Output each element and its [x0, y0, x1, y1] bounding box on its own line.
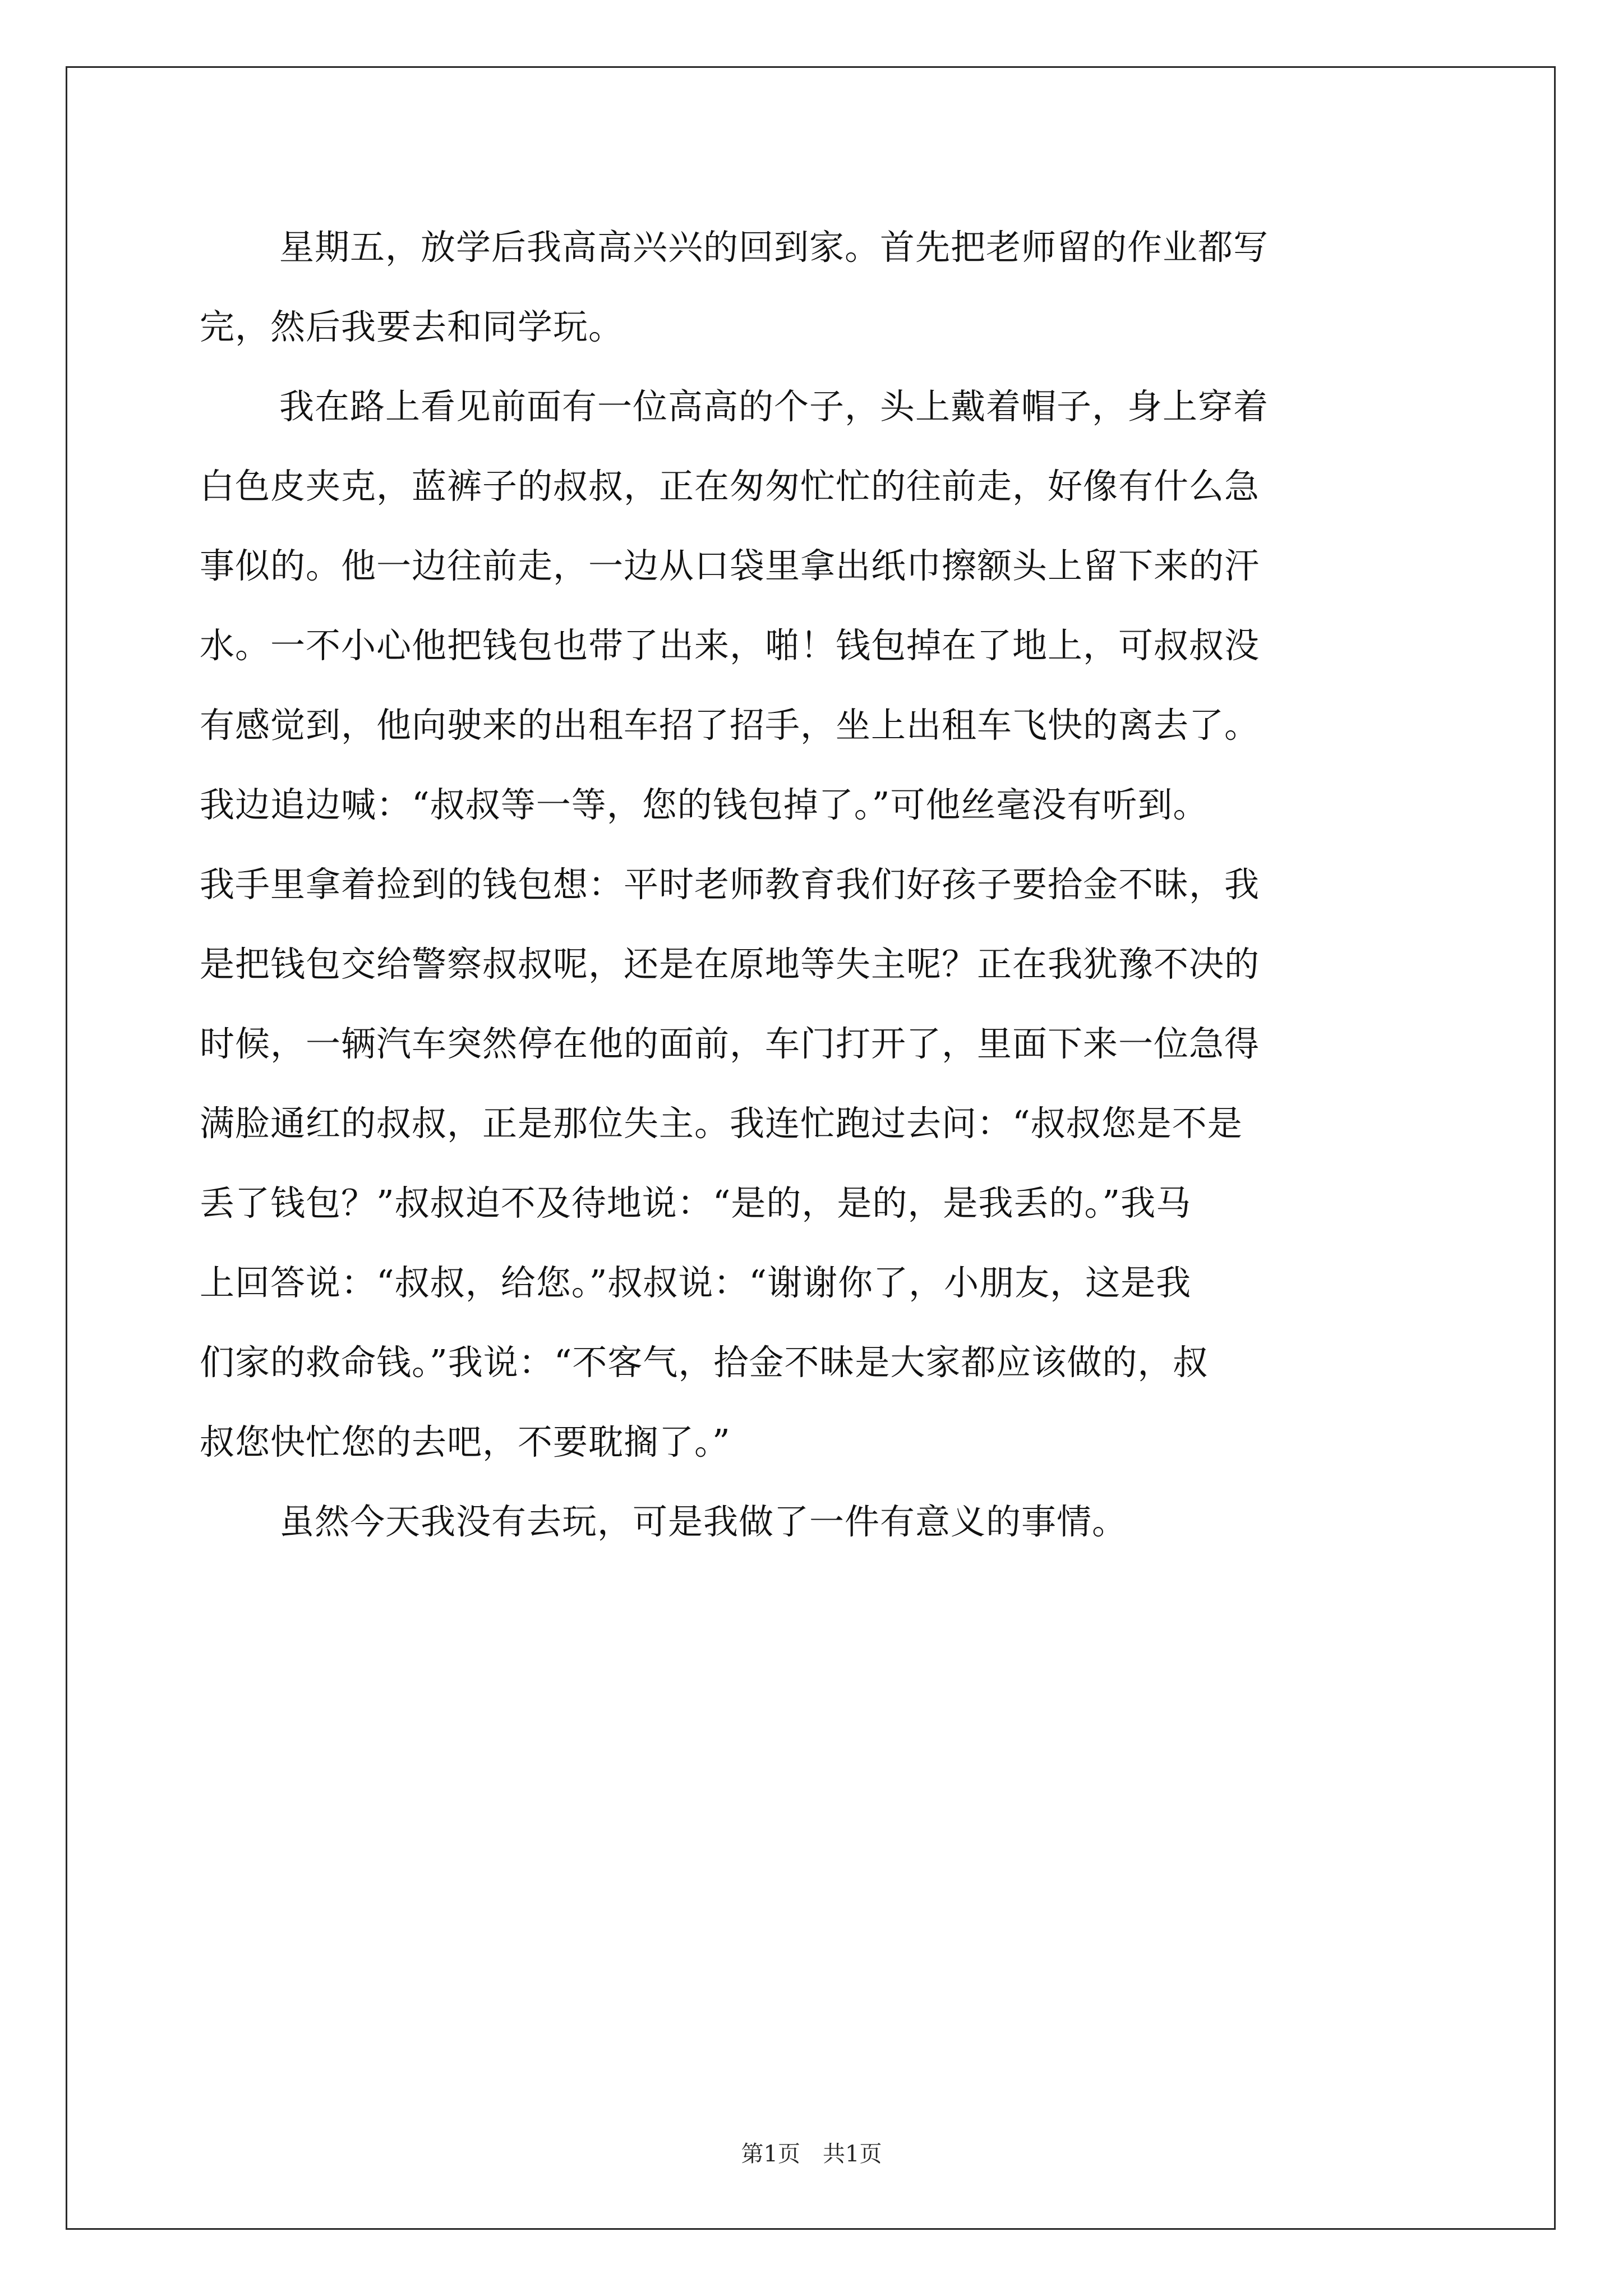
paragraph-2-line-2: 白色皮夹克，蓝裤子的叔叔，正在匆匆忙忙的往前走，好像有什么急: [200, 466, 1260, 507]
paragraph-2-line-4: 水。一不小心他把钱包也带了出来，啪！钱包掉在了地上，可叔叔没: [200, 625, 1260, 666]
paragraph-2-line-6: 我边追边喊：“叔叔等一等，您的钱包掉了。”可他丝毫没有听到。: [200, 784, 1209, 825]
paragraph-2-line-5: 有感觉到，他向驶来的出租车招了招手，坐上出租车飞快的离去了。: [200, 705, 1260, 746]
paragraph-2-line-12: 上回答说：“叔叔，给您。”叔叔说：“谢谢你了，小朋友，这是我: [200, 1262, 1192, 1303]
paragraph-2-line-1: 我在路上看见前面有一位高高的个子，头上戴着帽子，身上穿着: [279, 386, 1269, 427]
paragraph-2-line-7: 我手里拿着捡到的钱包想：平时老师教育我们好孩子要拾金不昧，我: [200, 864, 1260, 905]
paragraph-2-line-13: 们家的救命钱。”我说：“不客气，拾金不昧是大家都应该做的，叔: [200, 1342, 1209, 1383]
page-number-footer: 第1页 共1页: [741, 2141, 882, 2167]
paragraph-2-line-9: 时候，一辆汽车突然停在他的面前，车门打开了，里面下来一位急得: [200, 1023, 1260, 1064]
paragraph-1-line-1: 星期五，放学后我高高兴兴的回到家。首先把老师留的作业都写: [279, 227, 1269, 268]
paragraph-2-line-3: 事似的。他一边往前走，一边从口袋里拿出纸巾擦额头上留下来的汗: [200, 545, 1260, 586]
paragraph-2-line-10: 满脸通红的叔叔，正是那位失主。我连忙跑过去问：“叔叔您是不是: [200, 1103, 1243, 1144]
paragraph-2-line-8: 是把钱包交给警察叔叔呢，还是在原地等失主呢？正在我犹豫不决的: [200, 944, 1260, 984]
document-body: [200, 208, 1431, 1562]
paragraph-2-line-14: 叔您快忙您的去吧，不要耽搁了。”: [200, 1421, 731, 1462]
paragraph-2-line-11: 丢了钱包？”叔叔迫不及待地说：“是的，是的，是我丢的。”我马: [200, 1182, 1192, 1223]
paragraph-3-line-1: 虽然今天我没有去玩，可是我做了一件有意义的事情。: [279, 1501, 1128, 1542]
paragraph-1-line-2: 完，然后我要去和同学玩。: [200, 306, 624, 347]
